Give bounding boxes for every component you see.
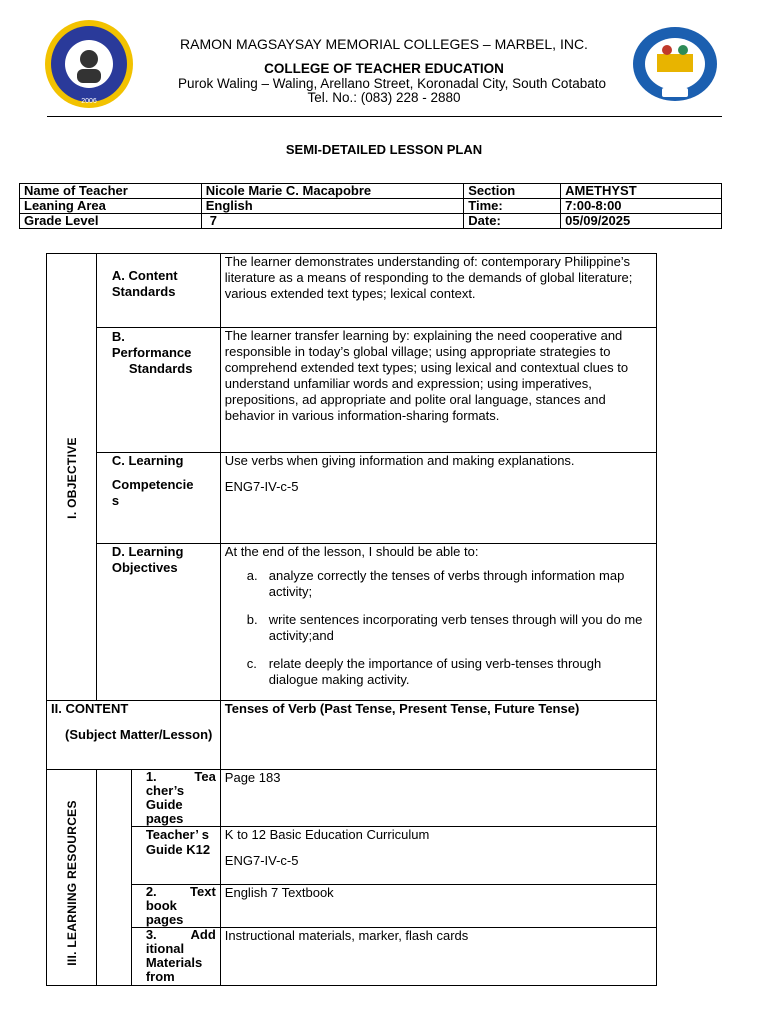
- resource-label: Teacher’ s Guide K12: [131, 827, 220, 885]
- info-row-grade: [20, 214, 722, 229]
- resource-value-line2: ENG7-IV-c-5: [224, 853, 299, 868]
- teacher-value: Nicole Marie C. Macapobre: [201, 184, 464, 199]
- objectives-intro: At the end of the lesson, I should be able to:: [224, 544, 479, 559]
- performance-label-b: B.: [111, 329, 125, 344]
- grade-value: 7: [201, 214, 464, 229]
- content-label-subject: (Subject Matter/Lesson): [65, 727, 213, 742]
- area-value: English: [201, 199, 464, 214]
- content-label: [47, 701, 221, 770]
- info-table: [19, 183, 722, 229]
- learning-objectives-label: D. Learning Objectives: [96, 544, 220, 701]
- performance-standards-text: The learner transfer learning by: explaining the need cooperative and responsible in today’s global village; using appropriate strategies to comprehend extended text types; using lexical and contextual clues to understand unfamiliar words and expression; using imperatives, prepositions, ad appropriate and polite oral language, stances and behavior in various information-sharing formats.: [220, 328, 656, 453]
- college-name: COLLEGE OF TEACHER EDUCATION: [264, 61, 504, 76]
- learning-objectives-text: [220, 544, 656, 701]
- grade-label: Grade Level: [20, 214, 202, 229]
- section-label: Section: [464, 184, 561, 199]
- resources-spacer-cell: [96, 770, 131, 986]
- objective-marker: a.: [246, 568, 258, 583]
- competencies-label-line1: C. Learning: [111, 453, 184, 468]
- resources-section-cell: [47, 770, 97, 986]
- teacher-education-seal-logo: [632, 26, 718, 102]
- resource-row: [47, 928, 657, 986]
- competency-code: ENG7-IV-c-5: [224, 479, 299, 494]
- competencies-text: [220, 453, 656, 544]
- lesson-plan-table: [46, 253, 657, 986]
- resource-value: Instructional materials, marker, flash cards: [220, 928, 656, 986]
- learning-objectives-row: [47, 544, 657, 701]
- competencies-label-line2: Competencie: [111, 477, 194, 492]
- date-value: 05/09/2025: [561, 214, 722, 229]
- resource-value: Page 183: [220, 770, 656, 827]
- svg-text:2006: 2006: [81, 98, 97, 105]
- resource-label: 2. Text book pages: [131, 885, 220, 928]
- performance-standards-label: [96, 328, 220, 453]
- content-standards-row: [47, 254, 657, 328]
- content-value: Tenses of Verb (Past Tense, Present Tense, Future Tense): [220, 701, 656, 770]
- resource-value-line1: K to 12 Basic Education Curriculum: [224, 827, 430, 842]
- time-value: 7:00-8:00: [561, 199, 722, 214]
- performance-label-standards: Standards: [128, 361, 193, 376]
- resources-section-label: III. LEARNING RESOURCES: [65, 800, 79, 966]
- objective-text: analyze correctly the tenses of verbs through information map activity;: [268, 568, 625, 599]
- date-label: Date:: [464, 214, 561, 229]
- objective-text: relate deeply the importance of using verb-tenses through dialogue making activity.: [268, 656, 602, 687]
- teacher-label: Name of Teacher: [20, 184, 202, 199]
- content-label-line1: II. CONTENT: [51, 701, 129, 716]
- performance-standards-row: [47, 328, 657, 453]
- document-title: SEMI-DETAILED LESSON PLAN: [285, 142, 483, 157]
- section-value: AMETHYST: [561, 184, 722, 199]
- competencies-row: [47, 453, 657, 544]
- resource-value: English 7 Textbook: [220, 885, 656, 928]
- content-row: [47, 701, 657, 770]
- resource-row: [47, 770, 657, 827]
- resource-label: 3. Add itional Materials from: [131, 928, 220, 986]
- objective-marker: c.: [246, 656, 257, 671]
- objectives-list: [225, 568, 652, 688]
- address: Purok Waling – Waling, Arellano Street, Koronadal City, South Cotabato: [178, 76, 606, 91]
- competencies-label-line3: s: [111, 493, 120, 508]
- college-seal-logo: [44, 19, 134, 109]
- resource-value: [220, 827, 656, 885]
- content-standards-text: The learner demonstrates understanding of: contemporary Philippine’s literature as a means of responding to the demands of global literature; various extended text types; lexical context.: [220, 254, 656, 328]
- info-row-teacher: [20, 184, 722, 199]
- performance-label-performance: Performance: [111, 345, 192, 360]
- objective-item: [246, 568, 652, 600]
- competency-statement: Use verbs when giving information and making explanations.: [224, 453, 575, 468]
- time-label: Time:: [464, 199, 561, 214]
- content-standards-label: A. Content Standards: [96, 254, 220, 328]
- resource-row: [47, 885, 657, 928]
- telephone: Tel. No.: (083) 228 - 2880: [307, 90, 461, 105]
- objective-item: [246, 612, 652, 644]
- area-label: Leaning Area: [20, 199, 202, 214]
- objective-section-label: I. OBJECTIVE: [65, 437, 79, 519]
- content-label-line2: [51, 727, 216, 743]
- objective-section-cell: [47, 254, 97, 701]
- resource-row: [47, 827, 657, 885]
- objective-marker: b.: [246, 612, 258, 627]
- info-row-area: [20, 199, 722, 214]
- objective-text: write sentences incorporating verb tenses through will you do me activity;and: [268, 612, 643, 643]
- resource-label: 1. Tea cher’s Guide pages: [131, 770, 220, 827]
- header-divider: [47, 116, 722, 117]
- competencies-label: [96, 453, 220, 544]
- objective-item: [246, 656, 652, 688]
- institution-name: RAMON MAGSAYSAY MEMORIAL COLLEGES – MARBEL, INC.: [180, 36, 588, 52]
